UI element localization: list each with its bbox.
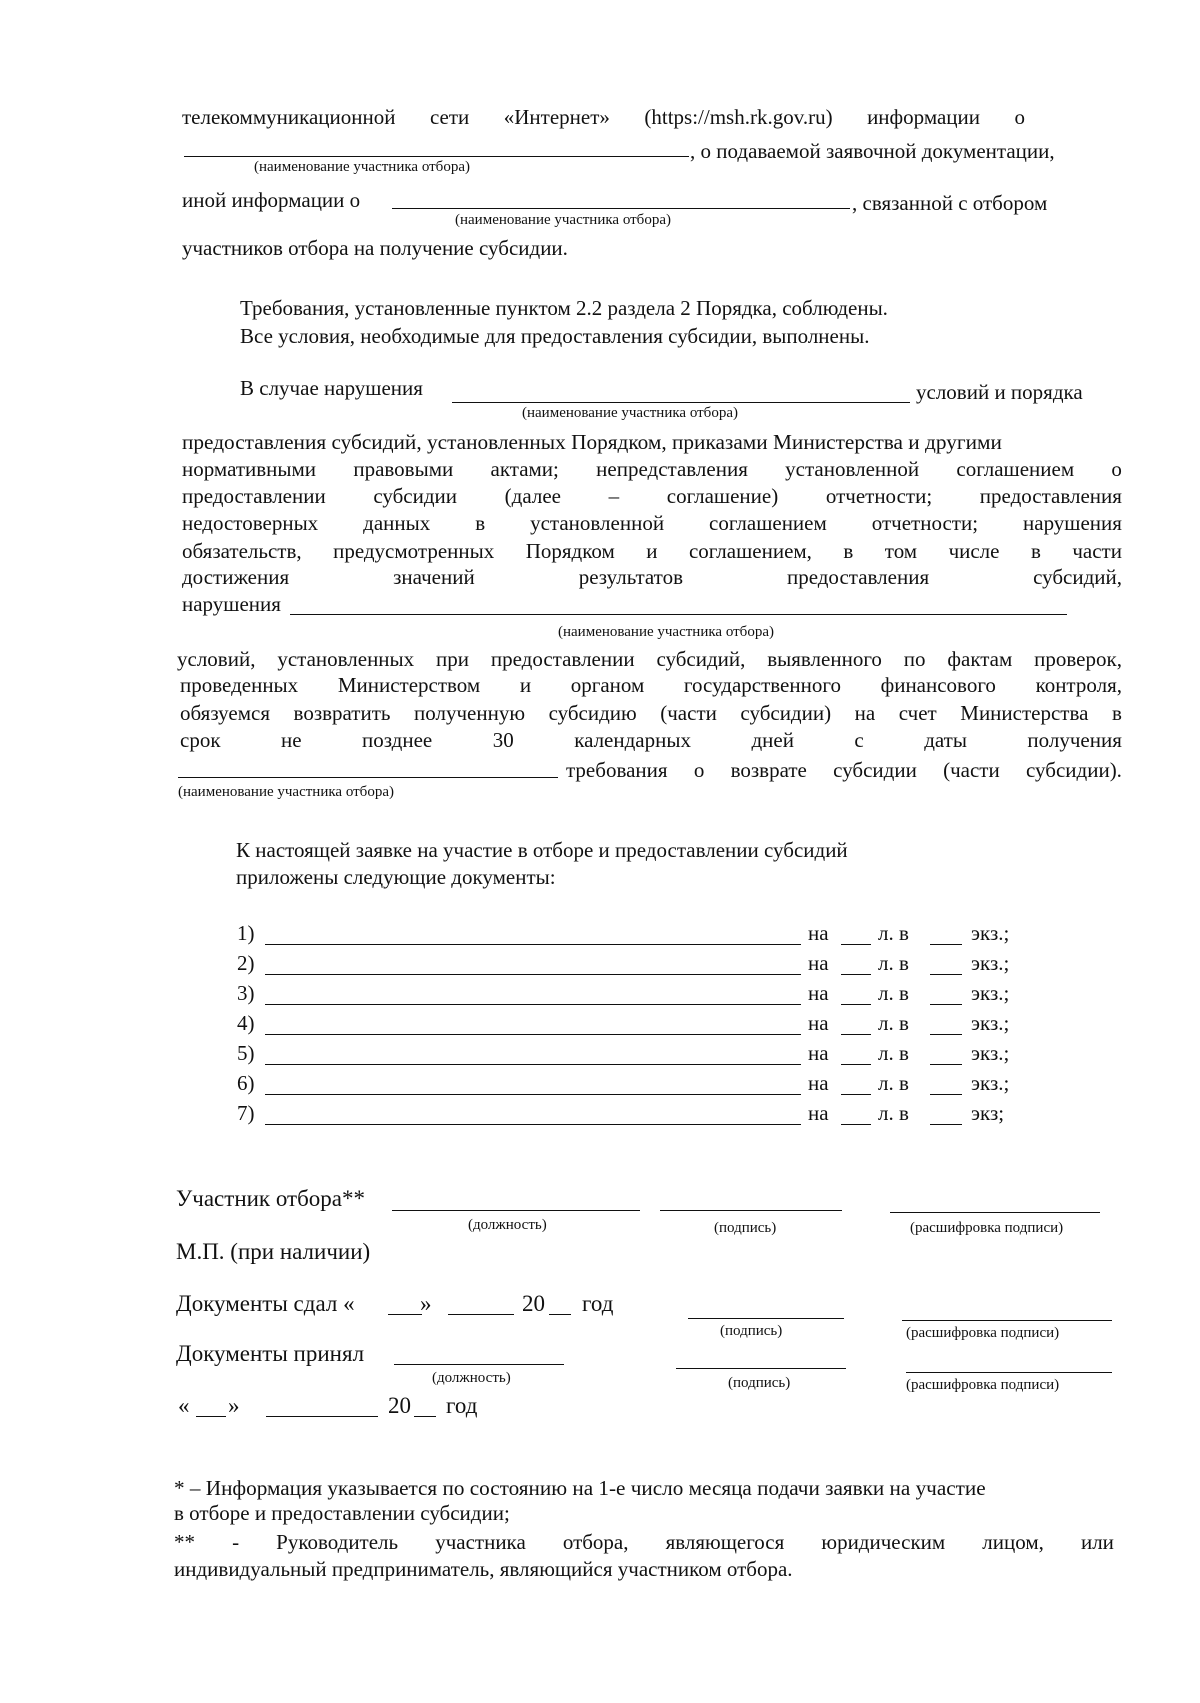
p3-line10: обязуемся возвратить полученную субсидию (части субсидии) на счет Министерства в bbox=[180, 701, 1122, 725]
doc-pages-field[interactable] bbox=[841, 1034, 871, 1035]
p1-line2-tail: , о подаваемой заявочной документации, bbox=[690, 139, 1055, 163]
p3-line8: условий, установленных при предоставлении субсидий, выявленного по фактам проверок, bbox=[177, 647, 1122, 671]
position-field[interactable] bbox=[392, 1210, 640, 1211]
submitted-month-field[interactable] bbox=[448, 1314, 514, 1315]
caption-signature: (подпись) bbox=[720, 1323, 783, 1339]
p3-line5: недостоверных данных в установленной соглашением отчетности; нарушения bbox=[182, 511, 1122, 535]
doc-ekz: экз.; bbox=[971, 951, 1010, 975]
caption-signature: (подпись) bbox=[714, 1220, 777, 1236]
doc-ekz: экз.; bbox=[971, 1011, 1010, 1035]
doc-na: на bbox=[808, 1071, 829, 1095]
doc-name-field[interactable] bbox=[265, 944, 801, 945]
doc-name-field[interactable] bbox=[265, 1064, 801, 1065]
doc-row-7 bbox=[237, 1103, 1020, 1129]
doc-pages-field[interactable] bbox=[841, 1064, 871, 1065]
doc-name-field[interactable] bbox=[265, 1004, 801, 1005]
doc-name-field[interactable] bbox=[265, 1034, 801, 1035]
doc-row-4 bbox=[237, 1013, 1020, 1039]
doc-num: 6) bbox=[237, 1071, 255, 1095]
doc-ekz: экз.; bbox=[971, 981, 1010, 1005]
accepted-year-word: год bbox=[446, 1393, 478, 1418]
doc-l: л. в bbox=[878, 981, 909, 1005]
caption-participant: (наименование участника отбора) bbox=[254, 159, 470, 175]
doc-num: 3) bbox=[237, 981, 255, 1005]
doc-num: 2) bbox=[237, 951, 255, 975]
p4-line1: К настоящей заявке на участие в отборе и предоставлении субсидий bbox=[236, 838, 848, 862]
doc-na: на bbox=[808, 1101, 829, 1125]
footnote-2-line2: индивидуальный предприниматель, являющийся участником отбора. bbox=[174, 1557, 793, 1581]
caption-position: (должность) bbox=[432, 1370, 511, 1386]
footnote-2-line1: ** - Руководитель участника отбора, являющегося юридическим лицом, или bbox=[174, 1530, 1114, 1554]
p1-line4: участников отбора на получение субсидии. bbox=[182, 236, 568, 260]
accepted-signature-field[interactable] bbox=[676, 1368, 846, 1369]
doc-row-1 bbox=[237, 923, 1020, 949]
caption-participant: (наименование участника отбора) bbox=[522, 405, 738, 421]
accepted-position-field[interactable] bbox=[394, 1364, 564, 1365]
caption-signature: (подпись) bbox=[728, 1375, 791, 1391]
doc-pages-field[interactable] bbox=[841, 974, 871, 975]
submitted-day-field[interactable] bbox=[388, 1314, 422, 1315]
p3-line2: предоставления субсидий, установленных Порядком, приказами Министерства и другими bbox=[182, 430, 1002, 454]
doc-row-2 bbox=[237, 953, 1020, 979]
accepted-year-field[interactable] bbox=[414, 1416, 436, 1417]
caption-participant: (наименование участника отбора) bbox=[178, 784, 394, 800]
doc-copies-field[interactable] bbox=[930, 944, 962, 945]
doc-num: 5) bbox=[237, 1041, 255, 1065]
doc-ekz: экз.; bbox=[971, 1041, 1010, 1065]
submitted-quote-close: » bbox=[420, 1291, 432, 1316]
signature-decode-field[interactable] bbox=[890, 1212, 1100, 1213]
caption-decode: (расшифровка подписи) bbox=[906, 1325, 1060, 1341]
submitted-decode-field[interactable] bbox=[902, 1320, 1112, 1321]
submitted-year-field[interactable] bbox=[549, 1314, 571, 1315]
submitted-year-prefix: 20 bbox=[522, 1291, 545, 1316]
footnote-1-line1: * – Информация указывается по состоянию на 1-е число месяца подачи заявки на участие bbox=[174, 1476, 986, 1500]
caption-decode: (расшифровка подписи) bbox=[906, 1377, 1060, 1393]
blank-line bbox=[178, 777, 558, 778]
doc-na: на bbox=[808, 1011, 829, 1035]
p3-line12: требования о возврате субсидии (части субсидии). bbox=[566, 758, 1122, 782]
caption-decode: (расшифровка подписи) bbox=[910, 1220, 1064, 1236]
doc-ekz: экз.; bbox=[971, 1071, 1010, 1095]
p3-line6: обязательств, предусмотренных Порядком и соглашением, в том числе в части bbox=[182, 539, 1122, 563]
doc-na: на bbox=[808, 921, 829, 945]
signature-field[interactable] bbox=[660, 1210, 842, 1211]
accepted-quote-open: « bbox=[178, 1393, 190, 1418]
p3-line9: проведенных Министерством и органом государственного финансового контроля, bbox=[180, 673, 1122, 697]
doc-copies-field[interactable] bbox=[930, 974, 962, 975]
doc-copies-field[interactable] bbox=[930, 1124, 962, 1125]
p4-line2: приложены следующие документы: bbox=[236, 865, 556, 889]
accepted-day-field[interactable] bbox=[196, 1416, 226, 1417]
blank-line bbox=[290, 614, 1067, 615]
doc-name-field[interactable] bbox=[265, 1094, 801, 1095]
doc-num: 1) bbox=[237, 921, 255, 945]
caption-position: (должность) bbox=[468, 1217, 547, 1233]
doc-num: 7) bbox=[237, 1101, 255, 1125]
doc-pages-field[interactable] bbox=[841, 1094, 871, 1095]
doc-row-3 bbox=[237, 983, 1020, 1009]
p1-line1: телекоммуникационной сети «Интернет» (https://msh.rk.gov.ru) информации о bbox=[182, 105, 1025, 129]
doc-na: на bbox=[808, 1041, 829, 1065]
blank-line bbox=[184, 156, 689, 157]
doc-copies-field[interactable] bbox=[930, 1064, 962, 1065]
caption-participant: (наименование участника отбора) bbox=[558, 624, 774, 640]
doc-num: 4) bbox=[237, 1011, 255, 1035]
doc-l: л. в bbox=[878, 1071, 909, 1095]
accepted-year-prefix: 20 bbox=[388, 1393, 411, 1418]
doc-row-5 bbox=[237, 1043, 1020, 1069]
stamp-label: М.П. (при наличии) bbox=[176, 1239, 371, 1264]
submitted-label: Документы сдал « bbox=[176, 1291, 355, 1316]
p3-line4: предоставлении субсидии (далее – соглашение) отчетности; предоставления bbox=[182, 484, 1122, 508]
p3-line11: срок не позднее 30 календарных дней с даты получения bbox=[180, 728, 1122, 752]
p1-line3-head: иной информации о bbox=[182, 188, 361, 212]
doc-ekz: экз.; bbox=[971, 921, 1010, 945]
participant-label: Участник отбора** bbox=[176, 1186, 366, 1211]
doc-name-field[interactable] bbox=[265, 974, 801, 975]
p3-line1-head: В случае нарушения bbox=[240, 376, 423, 400]
p3-breach: нарушения bbox=[182, 592, 281, 616]
p1-line3-tail: , связанной с отбором bbox=[852, 191, 1048, 215]
blank-line bbox=[392, 208, 850, 209]
doc-l: л. в bbox=[878, 1041, 909, 1065]
doc-l: л. в bbox=[878, 951, 909, 975]
p2-line2: Все условия, необходимые для предоставления субсидии, выполнены. bbox=[240, 324, 870, 348]
accepted-decode-field[interactable] bbox=[906, 1372, 1112, 1373]
doc-pages-field[interactable] bbox=[841, 1004, 871, 1005]
doc-l: л. в bbox=[878, 921, 909, 945]
accepted-quote-close: » bbox=[228, 1393, 240, 1418]
doc-l: л. в bbox=[878, 1101, 909, 1125]
p3-line7: достижения значений результатов предоставления субсидий, bbox=[182, 565, 1122, 589]
submitted-year-word: год bbox=[582, 1291, 614, 1316]
p2-line1: Требования, установленные пунктом 2.2 раздела 2 Порядка, соблюдены. bbox=[240, 296, 888, 320]
doc-copies-field[interactable] bbox=[930, 1034, 962, 1035]
doc-pages-field[interactable] bbox=[841, 944, 871, 945]
doc-row-6 bbox=[237, 1073, 1020, 1099]
accepted-month-field[interactable] bbox=[266, 1416, 378, 1417]
doc-copies-field[interactable] bbox=[930, 1094, 962, 1095]
doc-ekz: экз; bbox=[971, 1101, 1005, 1125]
doc-copies-field[interactable] bbox=[930, 1004, 962, 1005]
doc-name-field[interactable] bbox=[265, 1124, 801, 1125]
doc-pages-field[interactable] bbox=[841, 1124, 871, 1125]
blank-line bbox=[452, 402, 910, 403]
accepted-label: Документы принял bbox=[176, 1341, 365, 1366]
footnote-1-line2: в отборе и предоставлении субсидии; bbox=[174, 1501, 510, 1525]
p3-line1-tail: условий и порядка bbox=[916, 380, 1083, 404]
caption-participant: (наименование участника отбора) bbox=[455, 212, 671, 228]
submitted-signature-field[interactable] bbox=[688, 1318, 844, 1319]
doc-l: л. в bbox=[878, 1011, 909, 1035]
doc-na: на bbox=[808, 951, 829, 975]
doc-na: на bbox=[808, 981, 829, 1005]
p3-line3: нормативными правовыми актами; непредставления установленной соглашением о bbox=[182, 457, 1122, 481]
